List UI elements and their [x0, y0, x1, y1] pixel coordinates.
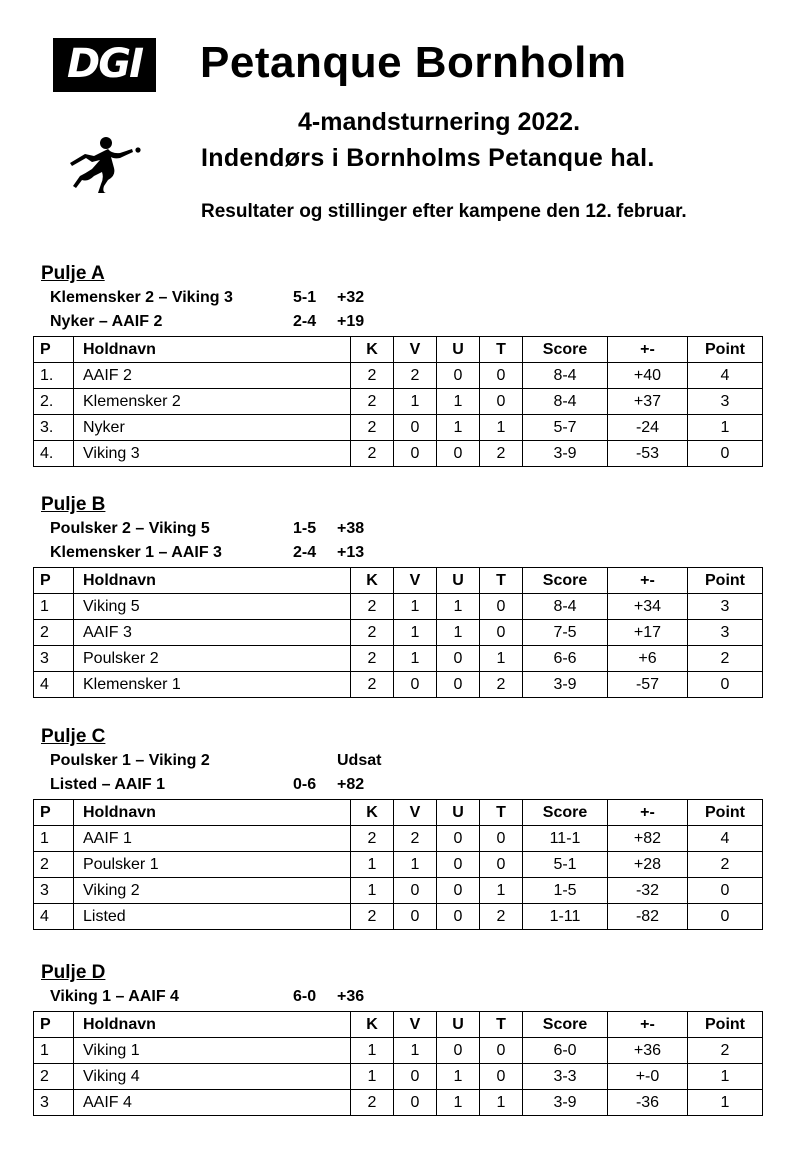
cell-team: AAIF 1: [74, 826, 351, 852]
cell-team: Viking 3: [74, 441, 351, 467]
column-header-score: Score: [523, 1012, 608, 1038]
cell-team: Klemensker 1: [74, 672, 351, 698]
match-teams: Klemensker 2 – Viking 3: [50, 289, 233, 306]
cell-drawn: 0: [437, 826, 480, 852]
match-row: [33, 773, 762, 797]
match-diff: +82: [337, 776, 365, 793]
cell-points: 2: [688, 1038, 763, 1064]
match-result: 0-6: [293, 776, 317, 793]
cell-lost: 0: [480, 594, 523, 620]
cell-diff: -36: [608, 1090, 688, 1116]
cell-score: 6-0: [523, 1038, 608, 1064]
cell-diff: -57: [608, 672, 688, 698]
cell-lost: 0: [480, 389, 523, 415]
cell-played: 2: [351, 594, 394, 620]
cell-pos: 1: [34, 594, 74, 620]
cell-lost: 1: [480, 1090, 523, 1116]
cell-score: 8-4: [523, 363, 608, 389]
cell-points: 0: [688, 672, 763, 698]
match-teams: Listed – AAIF 1: [50, 776, 165, 793]
table-row: [34, 415, 763, 441]
column-header-points: Point: [688, 568, 763, 594]
cell-score: 3-9: [523, 1090, 608, 1116]
table-row: [34, 389, 763, 415]
cell-pos: 1.: [34, 363, 74, 389]
table-header-row: [34, 1012, 763, 1038]
table-row: [34, 878, 763, 904]
cell-pos: 3: [34, 878, 74, 904]
cell-pos: 2: [34, 852, 74, 878]
match-result: 2-4: [293, 544, 317, 561]
cell-points: 0: [688, 441, 763, 467]
match-row: [33, 310, 762, 334]
pool-title: Pulje B: [41, 494, 106, 515]
cell-team: Viking 1: [74, 1038, 351, 1064]
cell-drawn: 1: [437, 415, 480, 441]
cell-team: Klemensker 2: [74, 389, 351, 415]
column-header-points: Point: [688, 800, 763, 826]
standings-table: [33, 567, 763, 698]
cell-diff: +36: [608, 1038, 688, 1064]
column-header-diff: +-: [608, 337, 688, 363]
column-header-won: V: [394, 337, 437, 363]
column-header-won: V: [394, 568, 437, 594]
cell-points: 3: [688, 389, 763, 415]
pool-section-c: [33, 725, 762, 930]
cell-played: 1: [351, 1038, 394, 1064]
cell-diff: -32: [608, 878, 688, 904]
cell-lost: 2: [480, 441, 523, 467]
column-header-score: Score: [523, 568, 608, 594]
cell-played: 1: [351, 1064, 394, 1090]
cell-points: 1: [688, 415, 763, 441]
cell-played: 2: [351, 620, 394, 646]
cell-lost: 0: [480, 852, 523, 878]
subtitle-tournament: 4-mandsturnering 2022.: [298, 108, 581, 136]
cell-lost: 0: [480, 363, 523, 389]
column-header-lost: T: [480, 800, 523, 826]
match-teams: Klemensker 1 – AAIF 3: [50, 544, 222, 561]
cell-drawn: 0: [437, 672, 480, 698]
subtitle-venue: Indendørs i Bornholms Petanque hal.: [201, 144, 655, 172]
cell-played: 1: [351, 852, 394, 878]
table-row: [34, 904, 763, 930]
column-header-played: K: [351, 337, 394, 363]
cell-drawn: 0: [437, 904, 480, 930]
table-row: [34, 672, 763, 698]
column-header-pos: P: [34, 800, 74, 826]
table-row: [34, 1064, 763, 1090]
column-header-team: Holdnavn: [74, 337, 351, 363]
column-header-drawn: U: [437, 337, 480, 363]
cell-won: 0: [394, 1064, 437, 1090]
cell-won: 0: [394, 415, 437, 441]
cell-drawn: 1: [437, 594, 480, 620]
standings-table: [33, 336, 763, 467]
pool-title: Pulje A: [41, 263, 105, 284]
cell-won: 1: [394, 594, 437, 620]
column-header-drawn: U: [437, 1012, 480, 1038]
column-header-lost: T: [480, 1012, 523, 1038]
cell-won: 1: [394, 1038, 437, 1064]
cell-team: AAIF 4: [74, 1090, 351, 1116]
column-header-played: K: [351, 1012, 394, 1038]
cell-team: Viking 4: [74, 1064, 351, 1090]
cell-diff: +6: [608, 646, 688, 672]
cell-pos: 3.: [34, 415, 74, 441]
cell-won: 2: [394, 363, 437, 389]
cell-lost: 0: [480, 826, 523, 852]
column-header-diff: +-: [608, 800, 688, 826]
match-result: 2-4: [293, 313, 317, 330]
table-row: [34, 1090, 763, 1116]
cell-drawn: 1: [437, 620, 480, 646]
cell-won: 0: [394, 1090, 437, 1116]
cell-diff: +34: [608, 594, 688, 620]
pool-section-a: [33, 262, 762, 467]
table-row: [34, 826, 763, 852]
cell-lost: 1: [480, 415, 523, 441]
cell-lost: 0: [480, 1038, 523, 1064]
cell-team: Viking 2: [74, 878, 351, 904]
cell-score: 6-6: [523, 646, 608, 672]
cell-won: 1: [394, 620, 437, 646]
cell-points: 4: [688, 363, 763, 389]
table-row: [34, 852, 763, 878]
table-header-row: [34, 337, 763, 363]
cell-score: 8-4: [523, 389, 608, 415]
cell-team: Nyker: [74, 415, 351, 441]
column-header-won: V: [394, 800, 437, 826]
table-row: [34, 441, 763, 467]
match-teams: Nyker – AAIF 2: [50, 313, 163, 330]
cell-played: 1: [351, 878, 394, 904]
cell-team: AAIF 3: [74, 620, 351, 646]
column-header-won: V: [394, 1012, 437, 1038]
cell-drawn: 1: [437, 389, 480, 415]
cell-drawn: 0: [437, 363, 480, 389]
cell-score: 3-9: [523, 672, 608, 698]
cell-played: 2: [351, 826, 394, 852]
cell-pos: 2.: [34, 389, 74, 415]
column-header-team: Holdnavn: [74, 568, 351, 594]
cell-played: 2: [351, 415, 394, 441]
cell-diff: +17: [608, 620, 688, 646]
pool-section-b: [33, 493, 762, 698]
match-teams: Poulsker 1 – Viking 2: [50, 752, 210, 769]
column-header-diff: +-: [608, 568, 688, 594]
cell-points: 1: [688, 1064, 763, 1090]
match-row: [33, 286, 762, 310]
cell-drawn: 0: [437, 646, 480, 672]
standings-table: [33, 1011, 763, 1116]
cell-lost: 2: [480, 672, 523, 698]
cell-won: 0: [394, 904, 437, 930]
column-header-score: Score: [523, 337, 608, 363]
column-header-points: Point: [688, 337, 763, 363]
cell-drawn: 1: [437, 1064, 480, 1090]
cell-pos: 2: [34, 1064, 74, 1090]
match-result: 6-0: [293, 988, 317, 1005]
table-row: [34, 1038, 763, 1064]
cell-drawn: 0: [437, 852, 480, 878]
cell-won: 1: [394, 852, 437, 878]
column-header-diff: +-: [608, 1012, 688, 1038]
match-teams: Poulsker 2 – Viking 5: [50, 520, 210, 537]
cell-diff: +40: [608, 363, 688, 389]
cell-score: 1-11: [523, 904, 608, 930]
cell-played: 2: [351, 441, 394, 467]
cell-team: Poulsker 2: [74, 646, 351, 672]
cell-played: 2: [351, 646, 394, 672]
cell-pos: 3: [34, 646, 74, 672]
cell-won: 2: [394, 826, 437, 852]
cell-diff: +-0: [608, 1064, 688, 1090]
table-header-row: [34, 800, 763, 826]
cell-lost: 2: [480, 904, 523, 930]
cell-drawn: 0: [437, 878, 480, 904]
cell-points: 0: [688, 878, 763, 904]
match-diff: Udsat: [337, 752, 382, 769]
cell-pos: 4: [34, 904, 74, 930]
cell-played: 2: [351, 389, 394, 415]
pool-section-d: [33, 961, 762, 1116]
cell-pos: 3: [34, 1090, 74, 1116]
column-header-pos: P: [34, 1012, 74, 1038]
table-row: [34, 363, 763, 389]
column-header-score: Score: [523, 800, 608, 826]
cell-lost: 1: [480, 878, 523, 904]
cell-points: 4: [688, 826, 763, 852]
cell-score: 5-7: [523, 415, 608, 441]
cell-played: 2: [351, 363, 394, 389]
cell-diff: +82: [608, 826, 688, 852]
match-diff: +19: [337, 313, 365, 330]
cell-points: 3: [688, 594, 763, 620]
match-result: 1-5: [293, 520, 317, 537]
cell-won: 0: [394, 441, 437, 467]
cell-drawn: 0: [437, 441, 480, 467]
cell-lost: 0: [480, 1064, 523, 1090]
cell-pos: 1: [34, 1038, 74, 1064]
cell-score: 5-1: [523, 852, 608, 878]
cell-pos: 1: [34, 826, 74, 852]
column-header-pos: P: [34, 568, 74, 594]
table-row: [34, 620, 763, 646]
dgi-logo: DGI: [53, 38, 156, 92]
match-row: [33, 541, 762, 565]
cell-played: 2: [351, 672, 394, 698]
column-header-team: Holdnavn: [74, 1012, 351, 1038]
cell-score: 1-5: [523, 878, 608, 904]
cell-score: 11-1: [523, 826, 608, 852]
cell-drawn: 0: [437, 1038, 480, 1064]
column-header-drawn: U: [437, 800, 480, 826]
cell-points: 2: [688, 852, 763, 878]
table-row: [34, 594, 763, 620]
match-diff: +38: [337, 520, 365, 537]
column-header-pos: P: [34, 337, 74, 363]
cell-points: 1: [688, 1090, 763, 1116]
column-header-played: K: [351, 800, 394, 826]
match-row: [33, 749, 762, 773]
column-header-drawn: U: [437, 568, 480, 594]
cell-pos: 4: [34, 672, 74, 698]
cell-won: 1: [394, 389, 437, 415]
page-title: Petanque Bornholm: [200, 38, 627, 87]
column-header-played: K: [351, 568, 394, 594]
column-header-lost: T: [480, 337, 523, 363]
cell-played: 2: [351, 1090, 394, 1116]
column-header-lost: T: [480, 568, 523, 594]
subtitle-results-date: Resultater og stillinger efter kampene den 12. februar.: [201, 201, 687, 222]
cell-won: 0: [394, 672, 437, 698]
cell-team: Poulsker 1: [74, 852, 351, 878]
cell-won: 1: [394, 646, 437, 672]
cell-won: 0: [394, 878, 437, 904]
table-header-row: [34, 568, 763, 594]
cell-played: 2: [351, 904, 394, 930]
match-diff: +32: [337, 289, 365, 306]
cell-points: 2: [688, 646, 763, 672]
match-row: [33, 985, 762, 1009]
cell-team: AAIF 2: [74, 363, 351, 389]
cell-diff: +37: [608, 389, 688, 415]
cell-lost: 0: [480, 620, 523, 646]
match-row: [33, 517, 762, 541]
cell-score: 8-4: [523, 594, 608, 620]
cell-lost: 1: [480, 646, 523, 672]
pool-title: Pulje D: [41, 962, 106, 983]
cell-pos: 4.: [34, 441, 74, 467]
petanque-player-icon: [68, 136, 144, 194]
table-row: [34, 646, 763, 672]
cell-team: Listed: [74, 904, 351, 930]
match-diff: +36: [337, 988, 365, 1005]
cell-team: Viking 5: [74, 594, 351, 620]
match-result: 5-1: [293, 289, 317, 306]
pool-title: Pulje C: [41, 726, 106, 747]
cell-diff: -53: [608, 441, 688, 467]
cell-score: 3-9: [523, 441, 608, 467]
match-teams: Viking 1 – AAIF 4: [50, 988, 179, 1005]
column-header-points: Point: [688, 1012, 763, 1038]
cell-points: 3: [688, 620, 763, 646]
cell-points: 0: [688, 904, 763, 930]
cell-score: 3-3: [523, 1064, 608, 1090]
cell-diff: -82: [608, 904, 688, 930]
standings-table: [33, 799, 763, 930]
cell-score: 7-5: [523, 620, 608, 646]
match-diff: +13: [337, 544, 365, 561]
cell-pos: 2: [34, 620, 74, 646]
cell-diff: -24: [608, 415, 688, 441]
cell-diff: +28: [608, 852, 688, 878]
column-header-team: Holdnavn: [74, 800, 351, 826]
cell-drawn: 1: [437, 1090, 480, 1116]
